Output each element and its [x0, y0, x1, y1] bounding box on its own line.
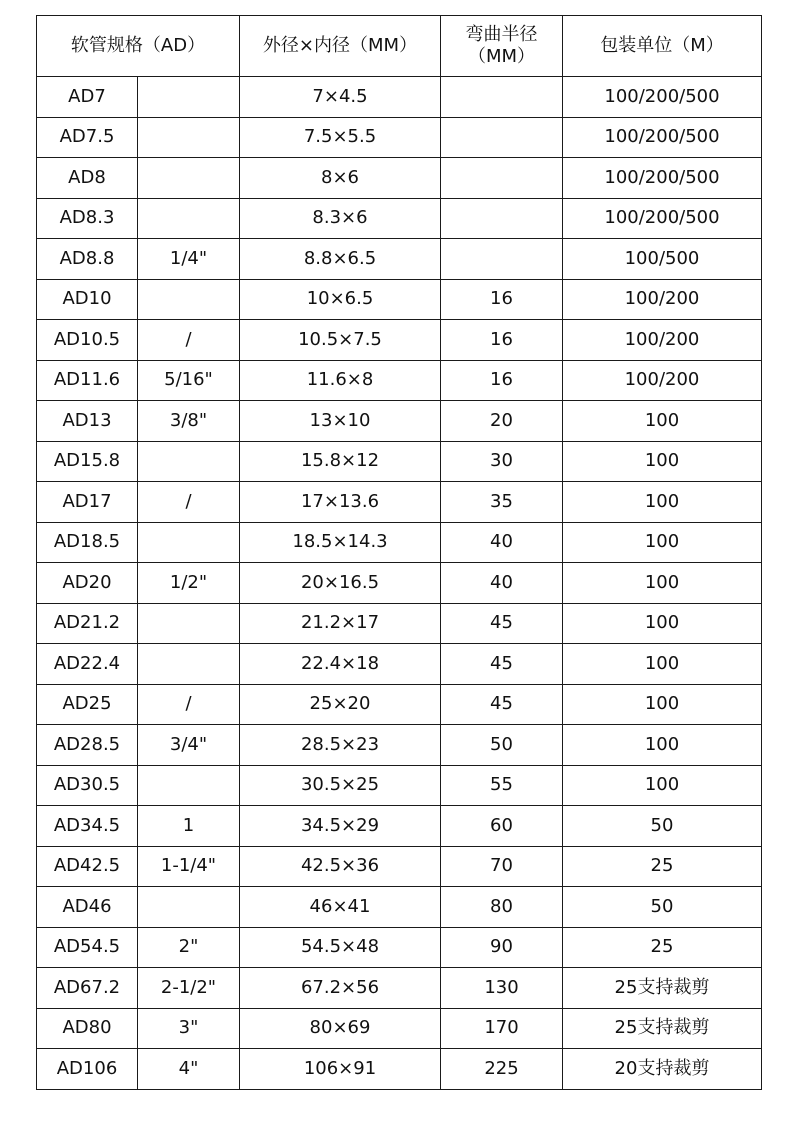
cell-dimension: 10.5×7.5 [240, 320, 441, 361]
hose-spec-table [36, 15, 762, 1090]
cell-inch-size [138, 765, 240, 806]
cell-inch-size: 1-1/4" [138, 846, 240, 887]
cell-bend-radius [441, 239, 563, 280]
header-bend-radius-line2: （MM） [467, 46, 536, 67]
cell-bend-radius: 80 [441, 887, 563, 928]
cell-dimension: 7×4.5 [240, 77, 441, 118]
cell-package: 25 [563, 846, 762, 887]
cell-bend-radius [441, 198, 563, 239]
cell-ad-spec: AD22.4 [37, 644, 138, 685]
cell-dimension: 46×41 [240, 887, 441, 928]
cell-bend-radius: 40 [441, 563, 563, 604]
cell-inch-size [138, 198, 240, 239]
cell-bend-radius: 20 [441, 401, 563, 442]
cell-inch-size: 4" [138, 1049, 240, 1090]
cell-inch-size: 3/4" [138, 725, 240, 766]
table-row [37, 198, 762, 239]
cell-package: 100/200 [563, 360, 762, 401]
cell-bend-radius [441, 77, 563, 118]
cell-dimension: 67.2×56 [240, 968, 441, 1009]
cell-ad-spec: AD42.5 [37, 846, 138, 887]
cell-ad-spec: AD18.5 [37, 522, 138, 563]
cell-inch-size [138, 441, 240, 482]
table-row [37, 360, 762, 401]
table-row [37, 441, 762, 482]
cell-inch-size [138, 603, 240, 644]
header-spec: 软管规格（AD） [37, 16, 240, 77]
cell-dimension: 18.5×14.3 [240, 522, 441, 563]
cell-bend-radius: 45 [441, 684, 563, 725]
cell-bend-radius: 55 [441, 765, 563, 806]
cell-bend-radius: 16 [441, 320, 563, 361]
cell-package: 100 [563, 482, 762, 523]
cell-inch-size: / [138, 482, 240, 523]
cell-inch-size: 1/2" [138, 563, 240, 604]
table-row [37, 927, 762, 968]
table-row [37, 968, 762, 1009]
cell-bend-radius: 70 [441, 846, 563, 887]
cell-package: 100/200 [563, 320, 762, 361]
table-row [37, 320, 762, 361]
cell-inch-size [138, 279, 240, 320]
cell-bend-radius [441, 117, 563, 158]
cell-inch-size [138, 644, 240, 685]
cell-inch-size: 1/4" [138, 239, 240, 280]
cell-package: 100 [563, 725, 762, 766]
cell-inch-size: 1 [138, 806, 240, 847]
cell-inch-size [138, 117, 240, 158]
cell-package: 100 [563, 765, 762, 806]
cell-package: 100/200/500 [563, 117, 762, 158]
cell-dimension: 7.5×5.5 [240, 117, 441, 158]
cell-dimension: 30.5×25 [240, 765, 441, 806]
cell-ad-spec: AD7.5 [37, 117, 138, 158]
cell-package: 100/200/500 [563, 198, 762, 239]
table-row [37, 1049, 762, 1090]
cell-ad-spec: AD10.5 [37, 320, 138, 361]
table-row [37, 239, 762, 280]
cell-inch-size: 5/16" [138, 360, 240, 401]
cell-bend-radius: 16 [441, 279, 563, 320]
cell-dimension: 13×10 [240, 401, 441, 442]
table-row [37, 806, 762, 847]
table-row [37, 158, 762, 199]
header-row [37, 16, 762, 77]
cell-dimension: 28.5×23 [240, 725, 441, 766]
cell-dimension: 34.5×29 [240, 806, 441, 847]
cell-ad-spec: AD46 [37, 887, 138, 928]
cell-ad-spec: AD67.2 [37, 968, 138, 1009]
table-row [37, 482, 762, 523]
cell-dimension: 11.6×8 [240, 360, 441, 401]
header-dimension: 外径×内径（MM） [240, 16, 441, 77]
cell-dimension: 10×6.5 [240, 279, 441, 320]
cell-ad-spec: AD11.6 [37, 360, 138, 401]
cell-ad-spec: AD80 [37, 1008, 138, 1049]
cell-ad-spec: AD15.8 [37, 441, 138, 482]
cell-bend-radius: 35 [441, 482, 563, 523]
cell-dimension: 8.8×6.5 [240, 239, 441, 280]
header-bend-radius [441, 16, 563, 77]
cell-package: 50 [563, 806, 762, 847]
cell-package: 100/500 [563, 239, 762, 280]
cell-dimension: 25×20 [240, 684, 441, 725]
table-row [37, 603, 762, 644]
cell-package: 100 [563, 644, 762, 685]
cell-package: 100/200 [563, 279, 762, 320]
cell-ad-spec: AD8.3 [37, 198, 138, 239]
cell-dimension: 22.4×18 [240, 644, 441, 685]
cell-ad-spec: AD8 [37, 158, 138, 199]
cell-package: 100 [563, 401, 762, 442]
table-header [37, 16, 762, 77]
cell-package: 50 [563, 887, 762, 928]
cell-bend-radius: 50 [441, 725, 563, 766]
cell-bend-radius: 225 [441, 1049, 563, 1090]
table-row [37, 1008, 762, 1049]
cell-dimension: 8.3×6 [240, 198, 441, 239]
table-row [37, 117, 762, 158]
cell-package: 100 [563, 441, 762, 482]
cell-bend-radius: 16 [441, 360, 563, 401]
table-body [37, 77, 762, 1090]
cell-inch-size: 2-1/2" [138, 968, 240, 1009]
cell-dimension: 15.8×12 [240, 441, 441, 482]
cell-bend-radius: 60 [441, 806, 563, 847]
cell-inch-size [138, 77, 240, 118]
cell-inch-size: 2" [138, 927, 240, 968]
cell-inch-size [138, 522, 240, 563]
table-row [37, 563, 762, 604]
cell-dimension: 106×91 [240, 1049, 441, 1090]
cell-package: 100 [563, 522, 762, 563]
header-package: 包装单位（M） [563, 16, 762, 77]
cell-bend-radius: 90 [441, 927, 563, 968]
cell-inch-size: / [138, 684, 240, 725]
table-row [37, 401, 762, 442]
table-row [37, 846, 762, 887]
cell-ad-spec: AD8.8 [37, 239, 138, 280]
cell-inch-size: 3" [138, 1008, 240, 1049]
cell-inch-size: 3/8" [138, 401, 240, 442]
cell-ad-spec: AD28.5 [37, 725, 138, 766]
cell-inch-size: / [138, 320, 240, 361]
table-row [37, 887, 762, 928]
cell-package: 25支持裁剪 [563, 968, 762, 1009]
cell-package: 100/200/500 [563, 77, 762, 118]
table-row [37, 279, 762, 320]
cell-bend-radius: 40 [441, 522, 563, 563]
cell-package: 100 [563, 603, 762, 644]
cell-dimension: 42.5×36 [240, 846, 441, 887]
spec-sheet [36, 15, 761, 1090]
cell-package: 100 [563, 563, 762, 604]
table-row [37, 684, 762, 725]
cell-bend-radius [441, 158, 563, 199]
cell-ad-spec: AD106 [37, 1049, 138, 1090]
table-row [37, 765, 762, 806]
cell-ad-spec: AD54.5 [37, 927, 138, 968]
cell-ad-spec: AD13 [37, 401, 138, 442]
table-row [37, 644, 762, 685]
table-row [37, 725, 762, 766]
cell-bend-radius: 45 [441, 644, 563, 685]
cell-ad-spec: AD25 [37, 684, 138, 725]
table-row [37, 522, 762, 563]
cell-dimension: 8×6 [240, 158, 441, 199]
cell-ad-spec: AD20 [37, 563, 138, 604]
cell-ad-spec: AD21.2 [37, 603, 138, 644]
cell-dimension: 21.2×17 [240, 603, 441, 644]
cell-package: 100/200/500 [563, 158, 762, 199]
cell-dimension: 54.5×48 [240, 927, 441, 968]
cell-bend-radius: 170 [441, 1008, 563, 1049]
cell-ad-spec: AD7 [37, 77, 138, 118]
cell-inch-size [138, 887, 240, 928]
cell-package: 25支持裁剪 [563, 1008, 762, 1049]
cell-package: 25 [563, 927, 762, 968]
cell-inch-size [138, 158, 240, 199]
cell-package: 100 [563, 684, 762, 725]
cell-package: 20支持裁剪 [563, 1049, 762, 1090]
cell-dimension: 20×16.5 [240, 563, 441, 604]
cell-bend-radius: 130 [441, 968, 563, 1009]
cell-bend-radius: 45 [441, 603, 563, 644]
cell-ad-spec: AD10 [37, 279, 138, 320]
cell-ad-spec: AD34.5 [37, 806, 138, 847]
header-bend-radius-line1: 弯曲半径 [465, 24, 538, 45]
cell-ad-spec: AD30.5 [37, 765, 138, 806]
cell-dimension: 17×13.6 [240, 482, 441, 523]
cell-bend-radius: 30 [441, 441, 563, 482]
table-row [37, 77, 762, 118]
cell-dimension: 80×69 [240, 1008, 441, 1049]
cell-ad-spec: AD17 [37, 482, 138, 523]
